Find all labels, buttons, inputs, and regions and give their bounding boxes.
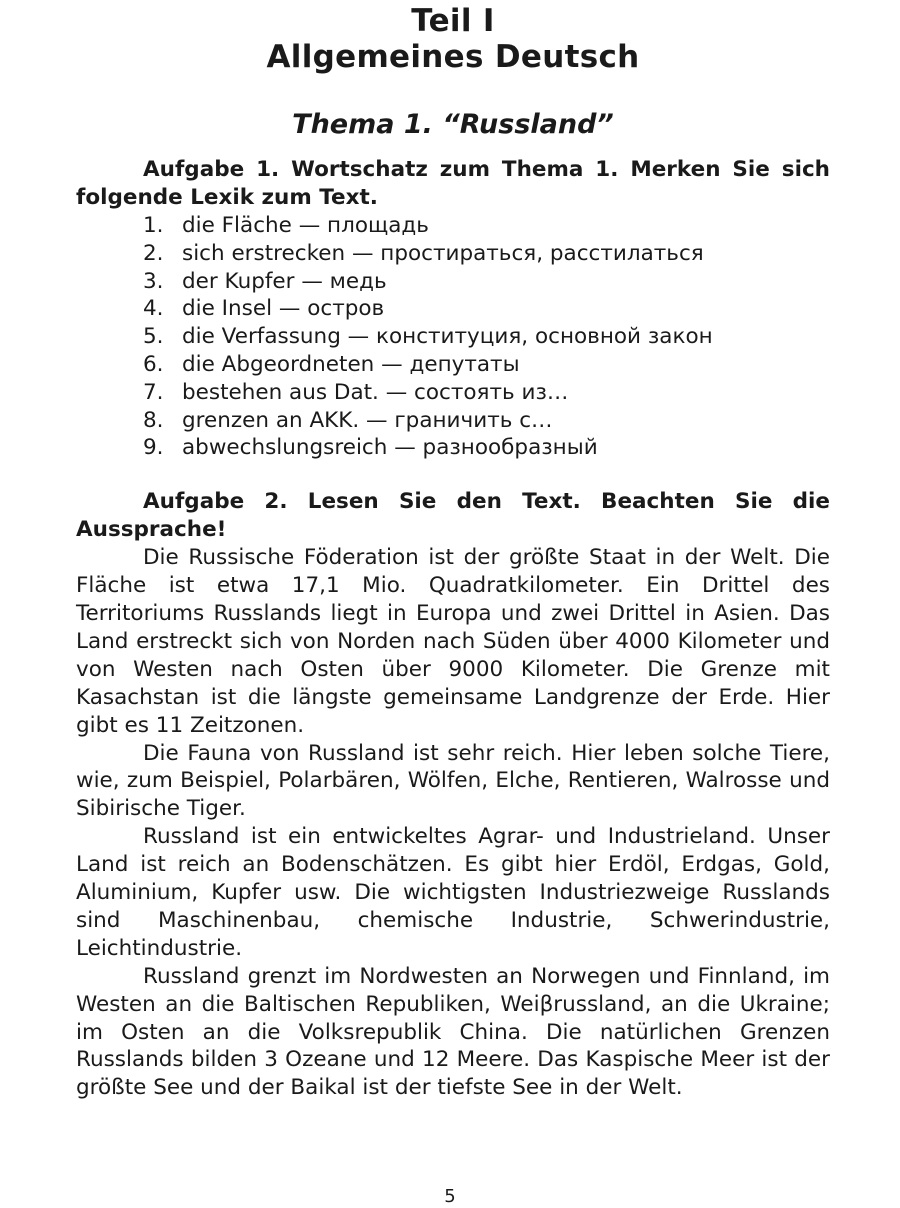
vocabulary-number: 4. <box>143 296 164 322</box>
vocabulary-item <box>143 434 830 462</box>
page <box>76 0 830 1102</box>
vocabulary-number: 7. <box>143 379 164 405</box>
vocabulary-item <box>143 212 830 240</box>
task-2-heading: Aufgabe 2. Lesen Sie den Text. Beachten Sie die Aussprache! <box>76 489 830 543</box>
vocabulary-entry: sich erstrecken — простираться, расстилаться <box>182 240 704 266</box>
text-paragraph: Die Russische Föderation ist der größte Staat in der Welt. Die Fläche ist etwa 17,1 Mio. Quadratkilometer. Ein Drittel des Territoriums Russlands liegt in Europa und zwei Drittel in Asien. Das Land erstreckt sich von Norden nach Süden über 4000 Kilometer und von Westen nach Osten über 9000 Kilometer. Die Grenze mit Kasachstan ist die längste gemeinsame Landgrenze der Erde. Hier gibt es 11 Zeitzonen. <box>76 545 830 738</box>
vocabulary-entry: bestehen aus Dat. — состоять из… <box>182 379 569 405</box>
vocabulary-number: 6. <box>143 351 164 377</box>
vocabulary-item <box>143 407 830 435</box>
vocabulary-item <box>143 351 830 379</box>
vocabulary-item <box>143 323 830 351</box>
vocabulary-number: 8. <box>143 407 164 433</box>
vocabulary-item <box>143 268 830 296</box>
vocabulary-entry: die Fläche — площадь <box>182 213 429 238</box>
vocabulary-number: 3. <box>143 268 164 294</box>
vocabulary-entry: die Abgeordneten — депутаты <box>182 351 520 377</box>
vocabulary-item <box>143 240 830 268</box>
vocabulary-entry: der Kupfer — медь <box>182 268 387 294</box>
text-paragraph: Russland ist ein entwickeltes Agrar- und Industrieland. Unser Land ist reich an Bodenschätzen. Es gibt hier Erdöl, Erdgas, Gold, Aluminium, Kupfer usw. Die wichtigsten Industriezweige Russlands sind Maschinenbau, chemische Industrie, Schwerindustrie, Leichtindustrie. <box>76 824 830 961</box>
vocabulary-entry: grenzen an AKK. — граничить с… <box>182 407 553 433</box>
vocabulary-entry: die Verfassung — конституция, основной закон <box>182 324 713 350</box>
vocabulary-item <box>143 295 830 323</box>
page-number: 5 <box>444 1186 456 1207</box>
vocabulary-entry: abwechslungsreich — разнообразный <box>182 435 598 461</box>
part-number: Teil I <box>411 3 495 39</box>
part-title <box>76 0 830 75</box>
vocabulary-number: 5. <box>143 324 164 350</box>
text-paragraph: Russland grenzt im Nordwesten an Norwegen und Finnland, im Westen an die Baltischen Republiken, Weiβrussland, an die Ukraine; im Osten an die Volksrepublik China. Die natürlichen Grenzen Russlands bilden 3 Ozeane und 12 Meere. Das Kaspische Meer ist der größte See und der Baikal ist der tiefste See in der Welt. <box>76 963 830 1101</box>
task-1-heading: Aufgabe 1. Wortschatz zum Thema 1. Merken Sie sich folgende Lexik zum Text. <box>76 157 830 210</box>
text-paragraph: Die Fauna von Russland ist sehr reich. Hier leben solche Tiere, wie, zum Beispiel, Polarbären, Wölfen, Elche, Rentieren, Walrosse und Sibirische Tiger. <box>76 740 830 822</box>
vocabulary-item <box>143 379 830 407</box>
part-name: Allgemeines Deutsch <box>266 39 640 75</box>
theme-title: Thema 1. “Russland” <box>292 109 614 140</box>
vocabulary-list <box>76 212 830 462</box>
vocabulary-number: 9. <box>143 435 164 461</box>
vocabulary-entry: die Insel — остров <box>182 296 385 322</box>
vocabulary-number: 2. <box>143 240 164 266</box>
vocabulary-number: 1. <box>143 213 164 238</box>
